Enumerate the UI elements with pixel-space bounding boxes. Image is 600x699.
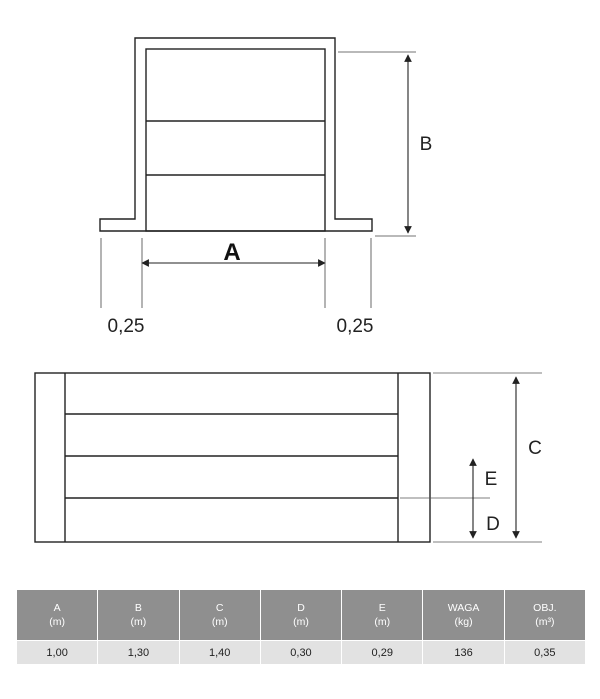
value-volume: 0,35 <box>504 641 585 665</box>
header-d: D (m) <box>260 590 341 641</box>
label-right-margin: 0,25 <box>336 316 374 337</box>
front-view-dimensions <box>101 52 416 308</box>
header-c: C (m) <box>179 590 260 641</box>
label-left-margin: 0,25 <box>107 316 145 337</box>
front-view <box>100 38 372 231</box>
value-a: 1,00 <box>17 641 98 665</box>
label-b: B <box>419 134 433 155</box>
top-view <box>35 373 430 542</box>
value-d: 0,30 <box>260 641 341 665</box>
label-a: A <box>223 239 241 266</box>
header-weight: WAGA (kg) <box>423 590 504 641</box>
label-c: C <box>528 438 542 459</box>
value-weight: 136 <box>423 641 504 665</box>
header-b: B (m) <box>98 590 179 641</box>
top-view-outline <box>35 373 430 542</box>
spec-value-row <box>17 641 586 665</box>
value-c: 1,40 <box>179 641 260 665</box>
header-e: E (m) <box>342 590 423 641</box>
value-e: 0,29 <box>342 641 423 665</box>
front-view-outline <box>100 38 372 231</box>
spec-table <box>16 589 586 665</box>
value-b: 1,30 <box>98 641 179 665</box>
header-volume: OBJ. (m³) <box>504 590 585 641</box>
spec-header-row <box>17 590 586 641</box>
label-d: D <box>486 514 500 535</box>
header-a: A (m) <box>17 590 98 641</box>
label-e: E <box>484 469 498 490</box>
top-view-dimensions <box>400 373 542 542</box>
front-view-inner-panel <box>146 49 325 231</box>
